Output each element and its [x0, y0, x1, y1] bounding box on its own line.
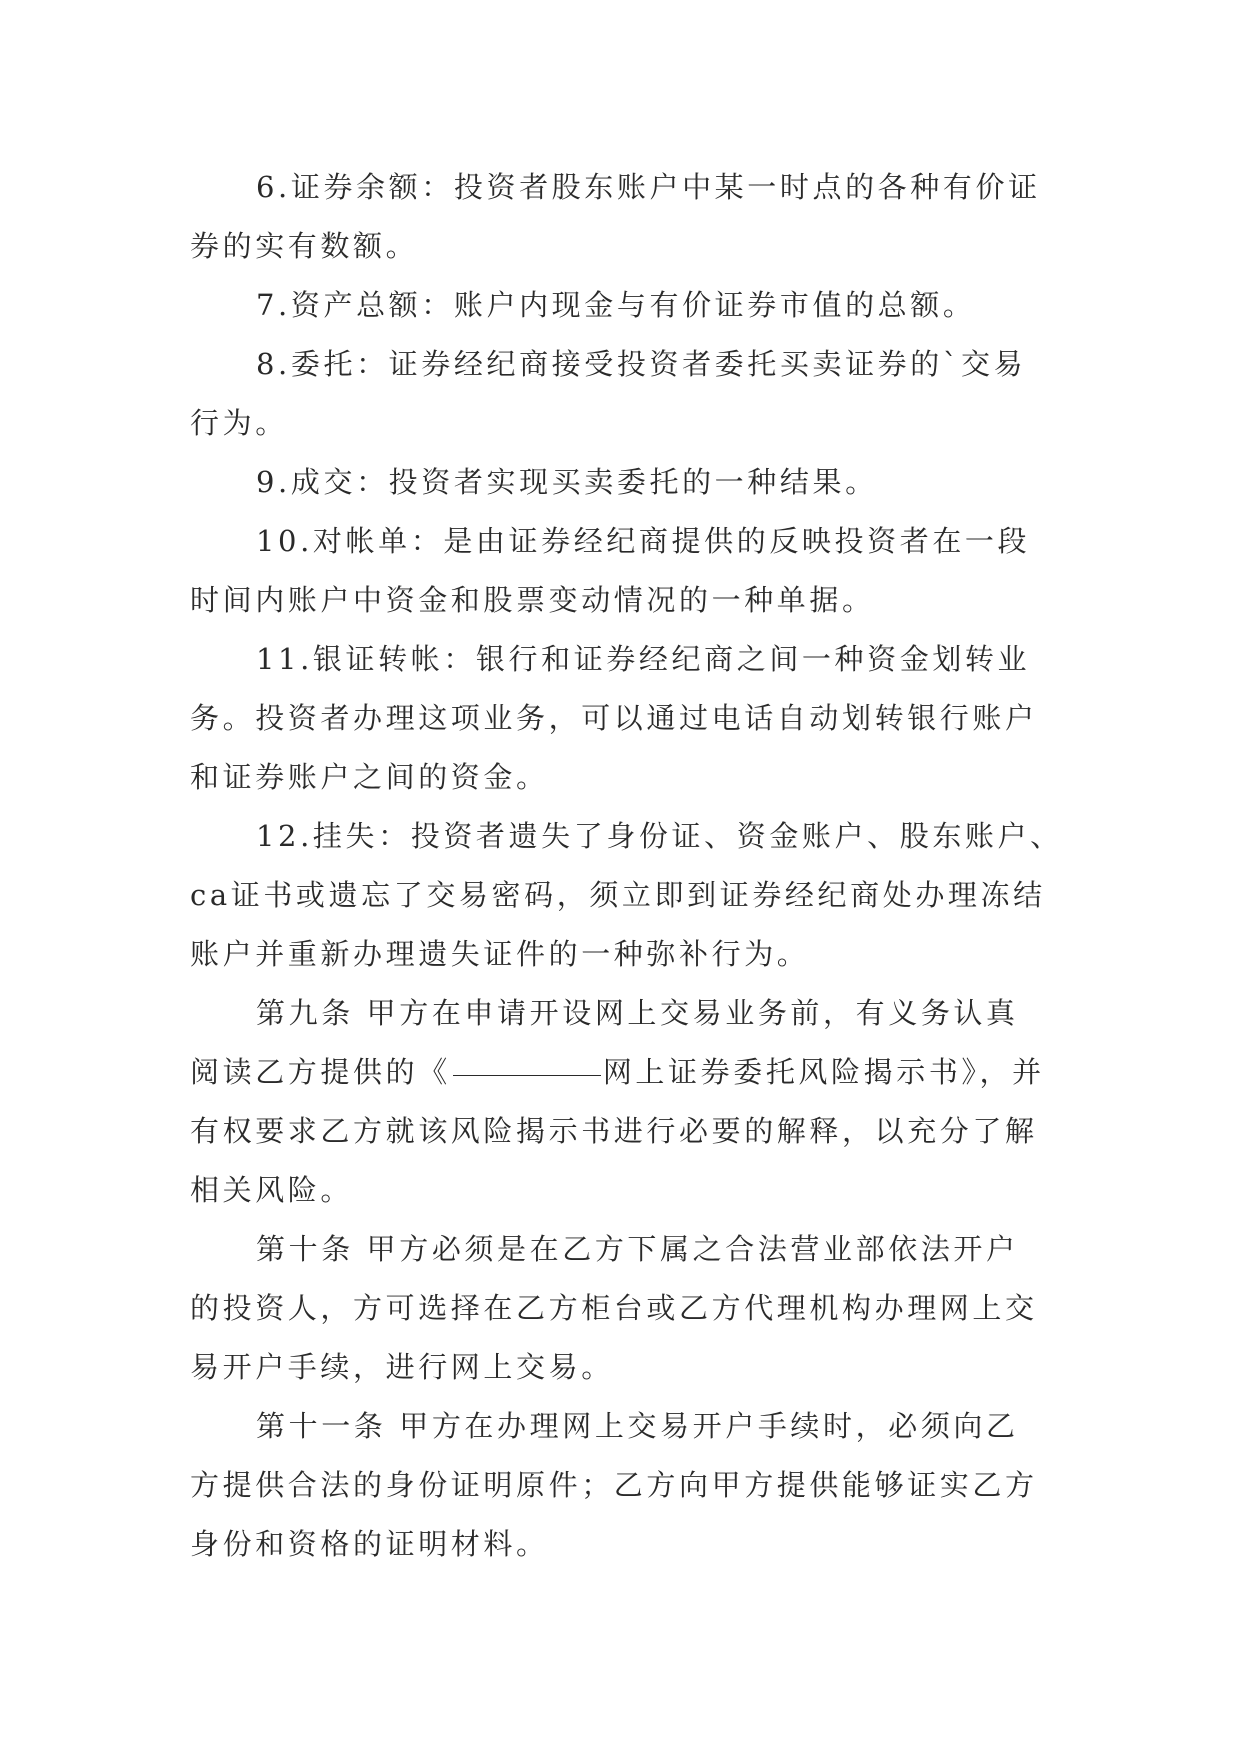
- text-line: 11.银证转帐：银行和证券经纪商之间一种资金划转业: [256, 642, 1031, 676]
- paragraph-12: [190, 807, 1063, 984]
- text-line: 行为。: [190, 406, 288, 440]
- text-line: 9.成交：投资者实现买卖委托的一种结果。: [256, 465, 878, 499]
- text-line: 时间内账户中资金和股票变动情况的一种单据。: [190, 583, 875, 617]
- text-line: 身份和资格的证明材料。: [190, 1527, 549, 1561]
- text-line: 第九条 甲方在申请开设网上交易业务前，有义务认真: [256, 996, 1019, 1030]
- paragraph-7: [190, 276, 1050, 335]
- document-body: [190, 158, 1063, 1574]
- text-line: 方提供合法的身份证明原件；乙方向甲方提供能够证实乙方: [190, 1468, 1038, 1502]
- article-10: [190, 1220, 1050, 1397]
- text-line: 券的实有数额。: [190, 229, 419, 263]
- text-line: 账户并重新办理遗失证件的一种弥补行为。: [190, 937, 810, 971]
- text-line: 务。投资者办理这项业务，可以通过电话自动划转银行账户: [190, 701, 1038, 735]
- text-line-with-blank: [190, 1043, 1050, 1102]
- text-line: 相关风险。: [190, 1173, 354, 1207]
- text-line: 第十一条 甲方在办理网上交易开户手续时，必须向乙: [256, 1409, 1019, 1443]
- text-line: 6.证券余额：投资者股东账户中某一时点的各种有价证: [256, 170, 1041, 204]
- text-line: 7.资产总额：账户内现金与有价证券市值的总额。: [256, 288, 976, 322]
- text-line: 易开户手续，进行网上交易。: [190, 1350, 614, 1384]
- text-line: 的投资人，方可选择在乙方柜台或乙方代理机构办理网上交: [190, 1291, 1038, 1325]
- text-line: 12.挂失：投资者遗失了身份证、资金账户、股东账户、: [256, 819, 1063, 853]
- article-9: [190, 984, 1050, 1220]
- paragraph-9: [190, 453, 1050, 512]
- text-line: 第十条 甲方必须是在乙方下属之合法营业部依法开户: [256, 1232, 1019, 1266]
- text-line: 有权要求乙方就该风险揭示书进行必要的解释，以充分了解: [190, 1114, 1038, 1148]
- text-segment: 阅读乙方提供的《: [190, 1055, 451, 1089]
- text-line: 10.对帐单：是由证券经纪商提供的反映投资者在一段: [256, 524, 1031, 558]
- paragraph-10: [190, 512, 1050, 630]
- text-line: 和证券账户之间的资金。: [190, 760, 549, 794]
- paragraph-8: [190, 335, 1050, 453]
- text-line: ca证书或遗忘了交易密码，须立即到证券经纪商处办理冻结: [190, 878, 1046, 912]
- paragraph-6: [190, 158, 1050, 276]
- text-line: 8.委托：证券经纪商接受投资者委托买卖证券的`交易: [256, 347, 1027, 381]
- text-segment: 网上证券委托风险揭示书》，并: [602, 1055, 1045, 1089]
- fill-in-blank: [453, 1074, 601, 1076]
- article-11: [190, 1397, 1050, 1574]
- paragraph-11: [190, 630, 1050, 807]
